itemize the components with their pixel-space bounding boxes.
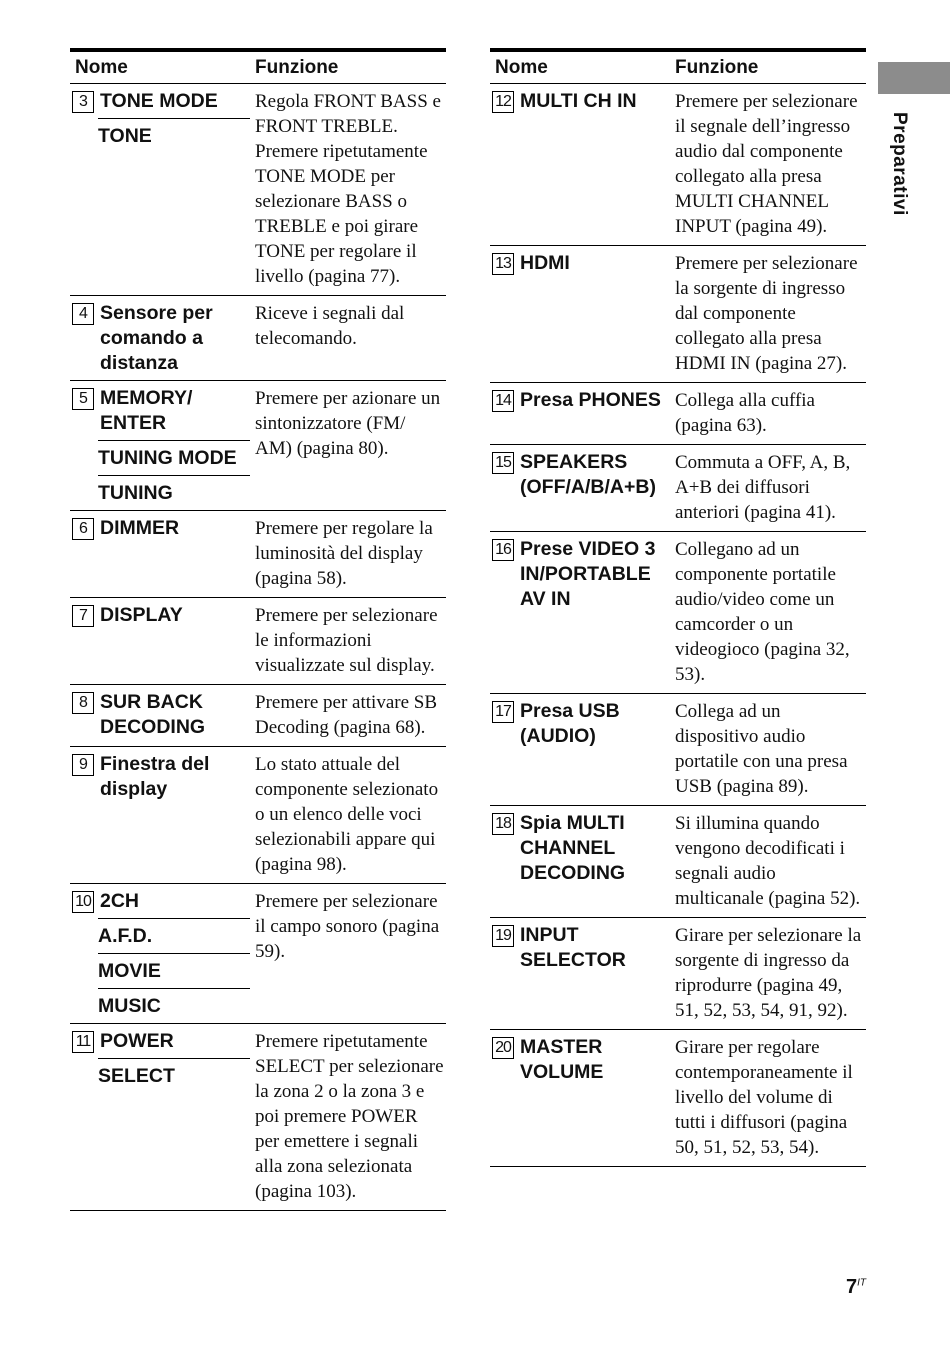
table-row [490, 445, 866, 532]
control-function-text: Premere ripetutamente SELECT per selezionare la zona 2 o la zona 3 e poi premere POWER per emettere i segnali alla zona selezionata (pagina 103). [250, 1024, 446, 1211]
control-name [490, 84, 670, 118]
control-name-label: MASTER VOLUME [520, 1036, 604, 1083]
control-sub-name [98, 918, 250, 953]
right-table-column [490, 48, 866, 1167]
control-name-label: SELECT [98, 1065, 175, 1087]
control-name [70, 1024, 250, 1058]
control-function-text: Premere per regolare la luminosità del display (pagina 58). [250, 511, 446, 598]
item-number-badge: 18 [492, 813, 514, 835]
control-name [490, 383, 670, 417]
table-row [490, 246, 866, 383]
control-name-cell [490, 445, 670, 532]
left-table-body [70, 84, 446, 1211]
item-number-badge: 4 [72, 303, 94, 325]
control-function-text: Si illumina quando vengono decodificati i segnali audio multicanale (pagina 52). [670, 806, 866, 918]
table-row [490, 532, 866, 694]
item-number-badge: 7 [72, 605, 94, 627]
table-row [490, 918, 866, 1030]
control-function-text: Riceve i segnali dal telecomando. [250, 296, 446, 381]
control-name-label: POWER [100, 1030, 174, 1052]
control-name-label: TUNING MODE [98, 447, 237, 469]
control-name-label: SPEAKERS (OFF/A/B/A+B) [520, 451, 656, 498]
control-name [490, 532, 670, 616]
section-side-label: Preparativi [889, 112, 910, 216]
page-number-suffix: IT [857, 1277, 867, 1289]
header-name: Nome [70, 50, 250, 84]
item-number-badge: 19 [492, 925, 514, 947]
control-name [70, 381, 250, 440]
control-name [490, 694, 670, 753]
control-name-cell [70, 598, 250, 685]
control-name-label: Sensore per comando a distanza [100, 302, 213, 374]
control-name-label: TUNING [98, 482, 173, 504]
control-sub-name [98, 1058, 250, 1093]
control-function-text: Collega alla cuffia (pagina 63). [670, 383, 866, 445]
control-name-label: Prese VIDEO 3 IN/PORTABLE AV IN [520, 538, 656, 610]
header-name: Nome [490, 50, 670, 84]
control-name-label: Finestra del display [100, 753, 210, 800]
control-name-cell [490, 806, 670, 918]
table-row [490, 806, 866, 918]
control-sub-name [98, 475, 250, 510]
control-name-label: INPUT SELECTOR [520, 924, 626, 971]
table-header [490, 50, 866, 84]
control-name [70, 84, 250, 118]
control-name-label: 2CH [100, 890, 140, 912]
table-row [70, 747, 446, 884]
table-row [70, 84, 446, 296]
table-row [70, 685, 446, 747]
control-function-text: Premere per selezionare il campo sonoro (pagina 59). [250, 884, 446, 1024]
control-name-label: A.F.D. [98, 925, 153, 947]
control-function-text: Premere per attivare SB Decoding (pagina 68). [250, 685, 446, 747]
item-number-badge: 3 [72, 91, 94, 113]
control-function-text: Collegano ad un componente portatile audio/video come un camcorder o un videogioco (pagina 32, 53). [670, 532, 866, 694]
table-row [490, 383, 866, 445]
header-function: Funzione [250, 50, 446, 84]
control-name-label: MUSIC [98, 995, 161, 1017]
control-name [70, 598, 250, 632]
control-name-cell [70, 747, 250, 884]
item-number-badge: 11 [72, 1031, 94, 1053]
control-name [70, 747, 250, 806]
control-name-cell [70, 84, 250, 296]
item-number-badge: 8 [72, 692, 94, 714]
table-row [490, 84, 866, 246]
control-name-label: Presa PHONES [520, 389, 661, 411]
control-name-label: SUR BACK DECODING [100, 691, 206, 738]
control-name-label: HDMI [520, 252, 570, 274]
control-function-text: Premere per selezionare le informazioni visualizzate sul display. [250, 598, 446, 685]
control-name-cell [490, 694, 670, 806]
item-number-badge: 20 [492, 1037, 514, 1059]
control-name [70, 511, 250, 545]
table-row [70, 598, 446, 685]
control-name-cell [70, 685, 250, 747]
control-name [490, 806, 670, 890]
control-name-cell [490, 918, 670, 1030]
table-row [70, 1024, 446, 1211]
control-name-cell [70, 1024, 250, 1211]
control-sub-name [98, 988, 250, 1023]
header-function: Funzione [670, 50, 866, 84]
item-number-badge: 15 [492, 452, 514, 474]
table-row [490, 694, 866, 806]
control-sub-name [98, 118, 250, 153]
control-name [490, 1030, 670, 1089]
table-row [490, 1030, 866, 1167]
control-function-text: Girare per regolare contemporaneamente il livello del volume di tutti i diffusori (pagina 50, 51, 52, 53, 54). [670, 1030, 866, 1167]
item-number-badge: 13 [492, 253, 514, 275]
table-row [70, 381, 446, 511]
table-row [70, 884, 446, 1024]
control-name-label: TONE [98, 125, 152, 147]
control-name-cell [70, 511, 250, 598]
control-name-label: DIMMER [100, 517, 180, 539]
control-name-cell [70, 381, 250, 511]
control-name-cell [490, 532, 670, 694]
control-function-text: Lo stato attuale del componente selezionato o un elenco delle voci selezionabili appare qui (pagina 98). [250, 747, 446, 884]
item-number-badge: 17 [492, 701, 514, 723]
control-name-cell [490, 383, 670, 445]
control-name-cell [490, 246, 670, 383]
item-number-badge: 9 [72, 754, 94, 776]
control-name-cell [490, 84, 670, 246]
control-function-text: Girare per selezionare la sorgente di ingresso da riprodurre (pagina 49, 51, 52, 53, 54, 91, 92). [670, 918, 866, 1030]
control-name-label: TONE MODE [100, 90, 218, 112]
page-number [846, 1276, 866, 1299]
item-number-badge: 14 [492, 390, 514, 412]
item-number-badge: 6 [72, 518, 94, 540]
control-name [70, 296, 250, 380]
control-name-label: MULTI CH IN [520, 90, 637, 112]
table-header [70, 50, 446, 84]
control-name [70, 884, 250, 918]
control-name-label: MOVIE [98, 960, 161, 982]
control-name [490, 918, 670, 977]
control-name-label: MEMORY/ ENTER [100, 387, 193, 434]
control-function-text: Premere per selezionare la sorgente di ingresso dal componente collegato alla presa HDMI IN (pagina 27). [670, 246, 866, 383]
item-number-badge: 10 [72, 891, 94, 913]
control-function-text: Premere per selezionare il segnale dell’ingresso audio dal componente collegato alla presa MULTI CHANNEL INPUT (pagina 49). [670, 84, 866, 246]
control-name-cell [70, 884, 250, 1024]
table-row [70, 296, 446, 381]
control-name [490, 445, 670, 504]
table-row [70, 511, 446, 598]
control-name-cell [490, 1030, 670, 1167]
right-table-body [490, 84, 866, 1167]
item-number-badge: 5 [72, 388, 94, 410]
controls-table-right [490, 48, 866, 1167]
item-number-badge: 12 [492, 91, 514, 113]
control-function-text: Collega ad un dispositivo audio portatile con una presa USB (pagina 89). [670, 694, 866, 806]
section-tab-marker [878, 62, 950, 94]
control-function-text: Commuta a OFF, A, B, A+B dei diffusori anteriori (pagina 41). [670, 445, 866, 532]
page-number-value: 7 [846, 1276, 858, 1298]
control-name-label: Presa USB (AUDIO) [520, 700, 620, 747]
control-sub-name [98, 440, 250, 475]
left-table-column [70, 48, 446, 1211]
control-function-text: Regola FRONT BASS e FRONT TREBLE. Premere ripetutamente TONE MODE per selezionare BASS o TREBLE e poi girare TONE per regolare il livello (pagina 77). [250, 84, 446, 296]
control-name-cell [70, 296, 250, 381]
control-name [70, 685, 250, 744]
control-name-label: DISPLAY [100, 604, 183, 626]
control-name [490, 246, 670, 280]
item-number-badge: 16 [492, 539, 514, 561]
control-sub-name [98, 953, 250, 988]
controls-table-left [70, 48, 446, 1211]
control-function-text: Premere per azionare un sintonizzatore (FM/ AM) (pagina 80). [250, 381, 446, 511]
control-name-label: Spia MULTI CHANNEL DECODING [520, 812, 626, 884]
